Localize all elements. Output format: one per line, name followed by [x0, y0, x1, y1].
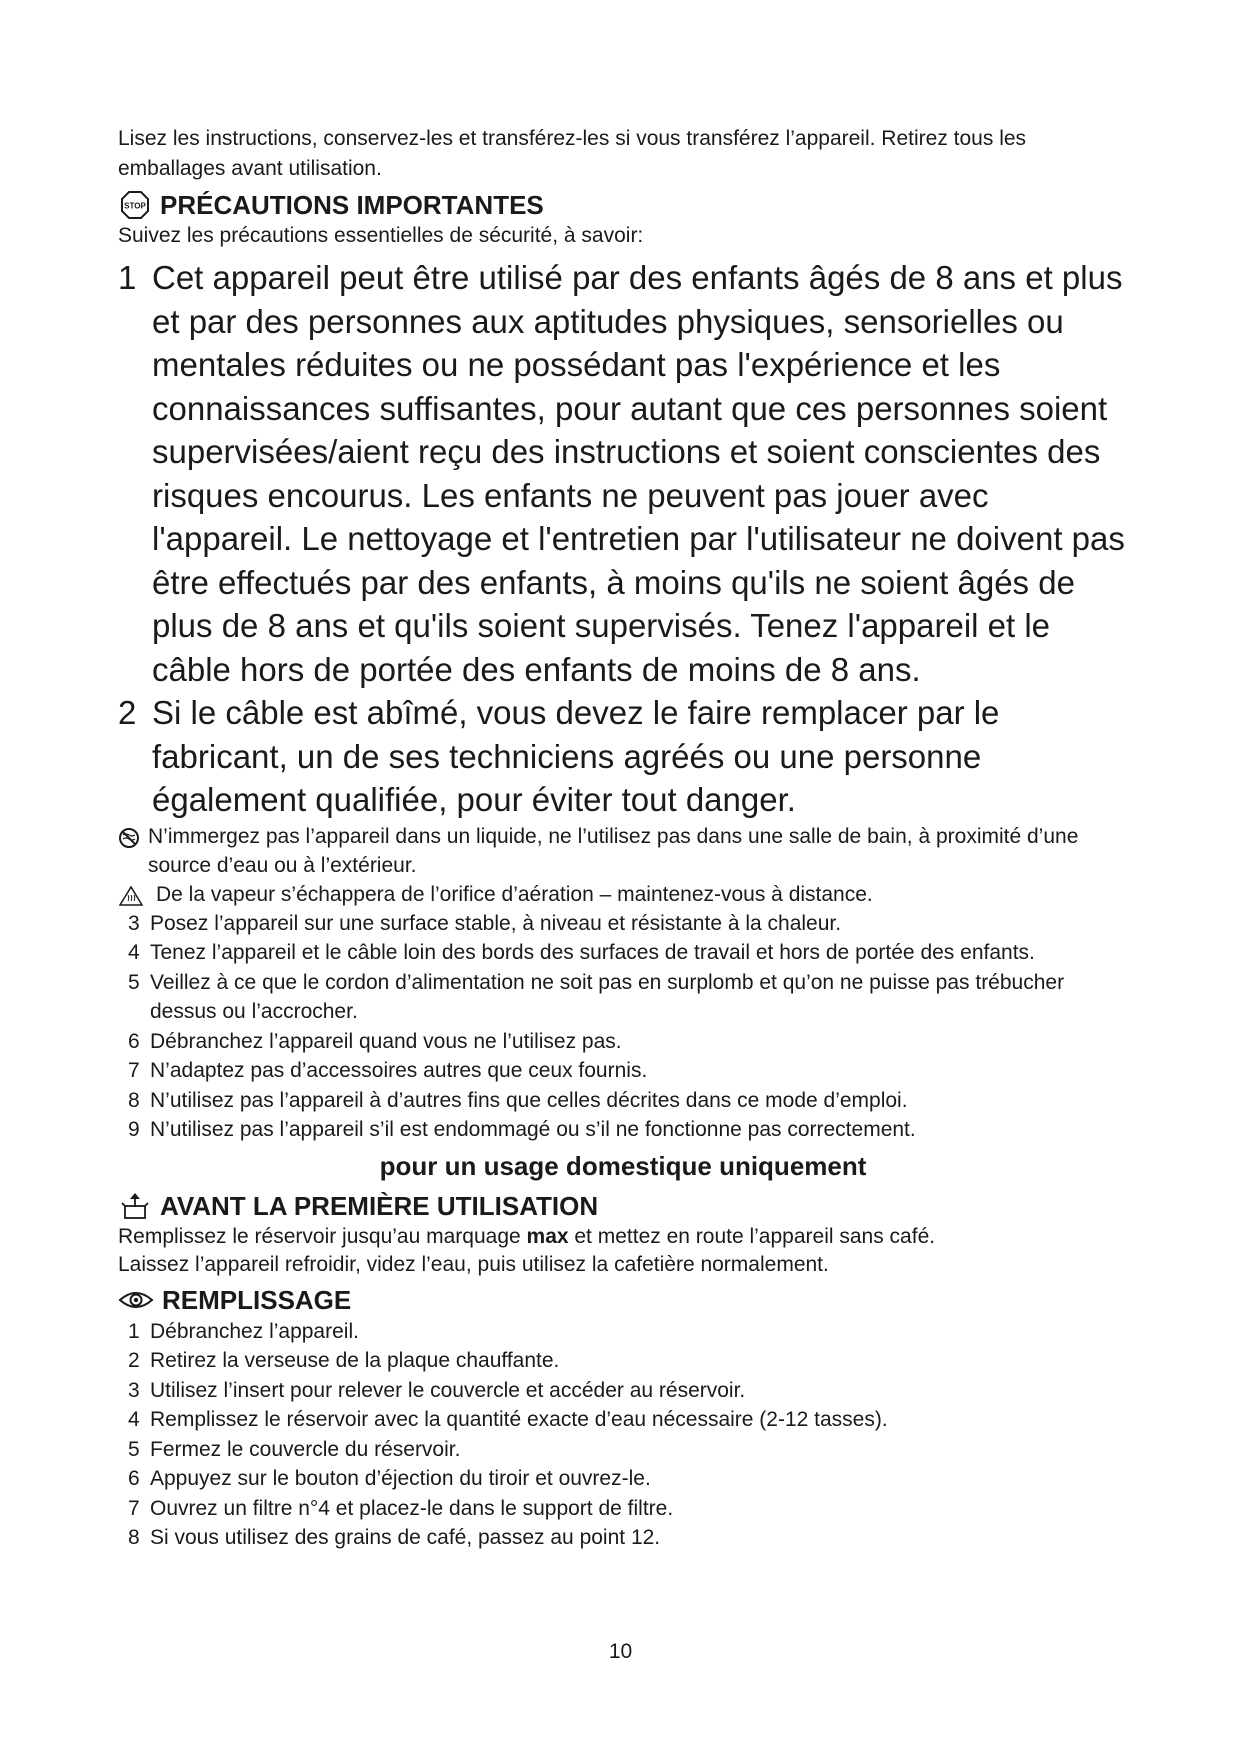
item-number: 8	[128, 1088, 140, 1112]
item-text: Remplissez le réservoir avec la quantité exacte d’eau nécessaire (2-12 tasses).	[150, 1408, 888, 1431]
filling-heading	[118, 1283, 1128, 1317]
precautions-subtitle: Suivez les précautions essentielles de sécurité, à savoir:	[118, 224, 644, 247]
item-text: Si vous utilisez des grains de café, passez au point 12.	[150, 1526, 661, 1549]
item-text: N’utilisez pas l’appareil s’il est endommagé ou s’il ne fonctionne pas correctement.	[150, 1118, 916, 1141]
item-number: 2	[128, 1349, 140, 1372]
item-text: Utilisez l’insert pour relever le couvercle et accéder au réservoir.	[150, 1378, 746, 1402]
item-text: Retirez la verseuse de la plaque chauffante.	[150, 1349, 560, 1372]
item-number: 8	[128, 1526, 140, 1549]
list-item	[118, 1405, 1128, 1435]
first-use-title: AVANT LA PREMIÈRE UTILISATION	[160, 1190, 599, 1221]
item-text: N’utilisez pas l’appareil à d’autres fins que celles décrites dans ce mode d’emploi.	[150, 1088, 908, 1112]
item-number: 3	[128, 911, 140, 935]
list-item	[118, 1523, 1128, 1553]
intro-text: Lisez les instructions, conservez-les et transférez-les si vous transférez l’appareil. Retirez tous les emballages avant utilisation.	[118, 127, 1027, 180]
big-precautions-list	[118, 256, 1128, 822]
list-item	[118, 1056, 1128, 1086]
eye-icon	[118, 1289, 154, 1311]
steam-warning-text: De la vapeur s’échappera de l’orifice d’aération – maintenez-vous à distance.	[156, 882, 873, 906]
item-text: Débranchez l’appareil quand vous ne l’utilisez pas.	[150, 1029, 622, 1053]
item-text: Tenez l’appareil et le câble loin des bords des surfaces de travail et hors de portée des enfants.	[150, 941, 1035, 964]
item-number: 1	[128, 1319, 140, 1343]
list-item	[118, 1027, 1128, 1057]
item-text: Si le câble est abîmé, vous devez le faire remplacer par le fabricant, un de ses techniciens agréés ou une personne également qualifiée, pour éviter tout danger.	[152, 694, 1000, 818]
list-item	[118, 1317, 1128, 1347]
item-number: 5	[128, 1437, 140, 1461]
list-item	[118, 691, 1128, 822]
item-number: 4	[128, 941, 140, 964]
list-item	[118, 1464, 1128, 1494]
first-use-line-2: Laissez l’appareil refroidir, videz l’eau, puis utilisez la cafetière normalement.	[118, 1252, 829, 1276]
item-text: Veillez à ce que le cordon d’alimentation ne soit pas en surplomb et qu’on ne puisse pas trébucher dessus ou l’accrocher.	[150, 970, 1065, 1023]
list-item	[118, 1435, 1128, 1465]
item-number: 7	[128, 1059, 140, 1082]
item-number: 1	[118, 259, 137, 296]
max-mark-label: max	[526, 1224, 569, 1248]
first-use-heading	[118, 1189, 1128, 1223]
item-text: N’adaptez pas d’accessoires autres que ceux fournis.	[150, 1059, 648, 1082]
item-text: Fermez le couvercle du réservoir.	[150, 1437, 461, 1461]
item-text: Posez l’appareil sur une surface stable, à niveau et résistante à la chaleur.	[150, 911, 842, 935]
list-item	[118, 1115, 1128, 1145]
list-item	[118, 1346, 1128, 1376]
small-precautions-list	[118, 909, 1128, 1145]
item-text: Ouvrez un filtre n°4 et placez-le dans le support de filtre.	[150, 1496, 674, 1520]
item-text: Appuyez sur le bouton d’éjection du tiroir et ouvrez-le.	[150, 1467, 651, 1490]
filling-steps-list	[118, 1317, 1128, 1553]
list-item	[118, 1494, 1128, 1524]
list-item	[118, 256, 1128, 691]
item-number: 7	[128, 1496, 140, 1520]
svg-text:STOP: STOP	[124, 201, 146, 211]
list-item	[118, 968, 1128, 1027]
list-item	[118, 1376, 1128, 1406]
item-text: Débranchez l’appareil.	[150, 1319, 359, 1343]
domestic-use-notice: pour un usage domestique uniquement	[379, 1150, 867, 1181]
page-number: 10	[608, 1640, 633, 1663]
no-immerse-icon	[118, 827, 140, 857]
precautions-title: PRÉCAUTIONS IMPORTANTES	[160, 190, 544, 220]
list-item	[118, 909, 1128, 939]
immerse-warning	[118, 822, 1128, 880]
stop-icon	[118, 190, 152, 220]
item-number: 9	[128, 1118, 140, 1141]
steam-warning	[118, 880, 1128, 909]
unbox-icon	[118, 1191, 152, 1221]
list-item	[118, 1086, 1128, 1116]
item-number: 3	[128, 1378, 140, 1402]
first-use-line-1-pre: Remplissez le réservoir jusqu’au marquage	[118, 1224, 527, 1248]
immerse-warning-text: N’immergez pas l’appareil dans un liquide, ne l’utilisez pas dans une salle de bain, à proximité d’une source d’eau ou à l’extérieur.	[148, 824, 1079, 877]
item-number: 5	[128, 970, 140, 994]
item-text: Cet appareil peut être utilisé par des enfants âgés de 8 ans et plus et par des personnes aux aptitudes physiques, sensorielles ou mentales réduites ou ne possédant pas l'expérience et les connaissances suffisantes, pour autant que ces personnes soient supervisées/aient reçu des instructions et soient conscientes des risques encourus. Les enfants ne peuvent pas jouer avec l'appareil. Le nettoyage et l'entretien par l'utilisateur ne doivent pas être effectués par des enfants, à moins qu'ils ne soient âgés de plus de 8 ans et qu'ils soient supervisés. Tenez l'appareil et le câble hors de portée des enfants de moins de 8 ans.	[152, 259, 1125, 688]
first-use-line-1-post: et mettez en route l’appareil sans café.	[568, 1224, 936, 1248]
first-use-line-1	[118, 1223, 1128, 1251]
precautions-heading	[118, 188, 1128, 222]
list-item	[118, 938, 1128, 968]
page-content	[118, 124, 1128, 1553]
item-number: 2	[118, 694, 137, 731]
item-number: 4	[128, 1408, 140, 1431]
filling-title: REMPLISSAGE	[162, 1284, 352, 1315]
item-number: 6	[128, 1029, 140, 1053]
item-number: 6	[128, 1467, 140, 1490]
